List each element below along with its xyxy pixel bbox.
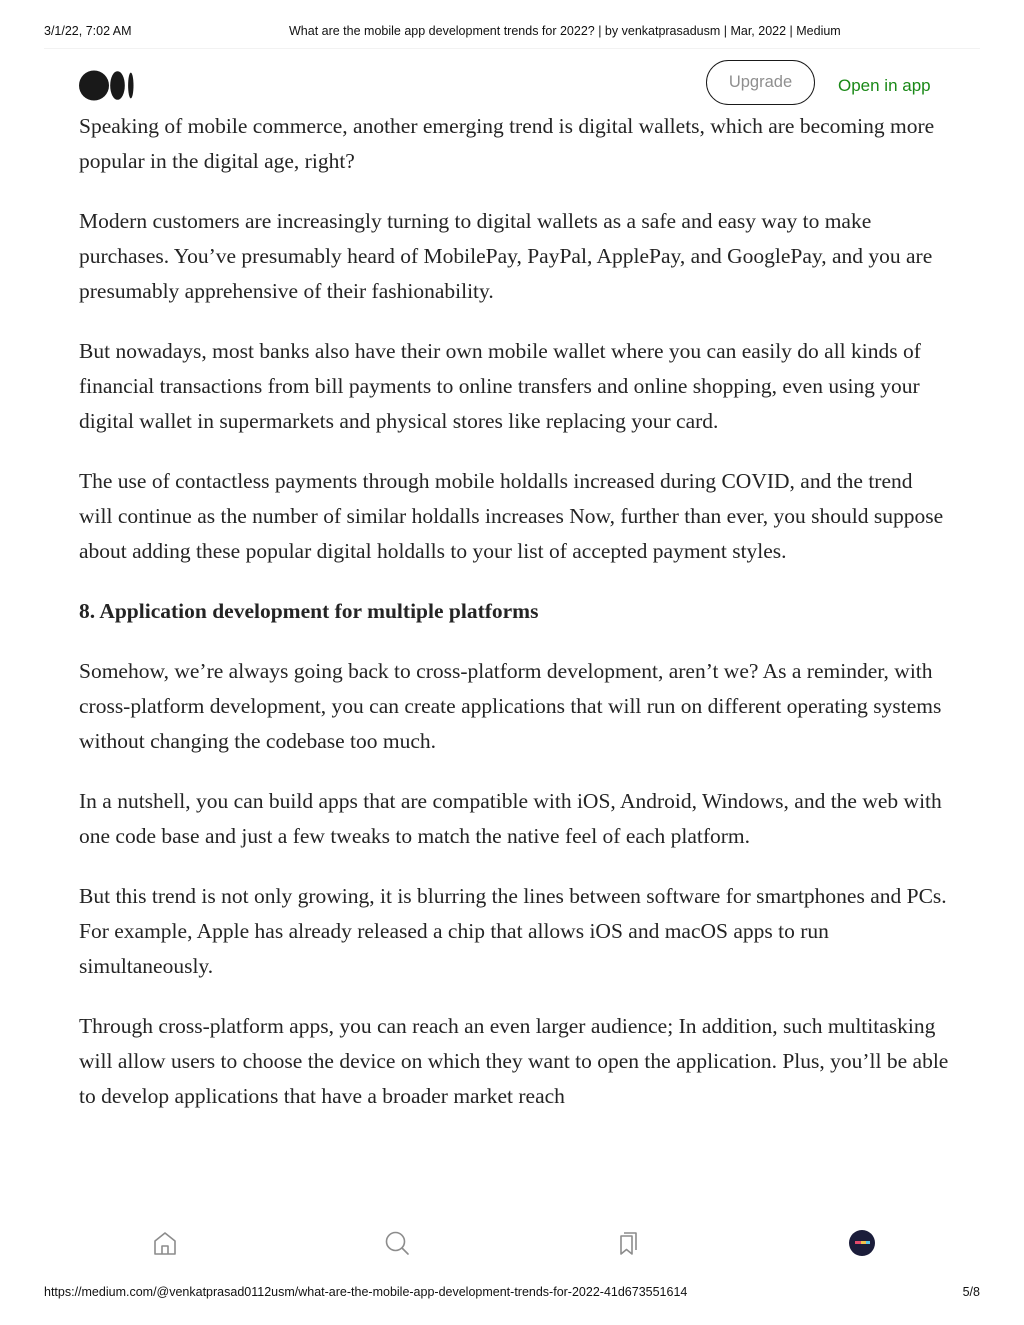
section-heading: 8. Application development for multiple platforms <box>79 599 539 623</box>
nav-search-button[interactable] <box>381 1227 413 1259</box>
article-paragraph: But nowadays, most banks also have their own mobile wallet where you can easily do all kinds of financial transactions from bill payments to online transfers and online shopping, even using your digital wallet in supermarkets and physical stores like replacing your card. <box>79 339 921 433</box>
article-paragraph: In a nutshell, you can build apps that are compatible with iOS, Android, Windows, and the web with one code base and just a few tweaks to match the native feel of each platform. <box>79 789 942 848</box>
print-page-title: What are the mobile app development trends for 2022? | by venkatprasadusm | Mar, 2022 | Medium <box>289 24 841 38</box>
print-header <box>44 24 980 42</box>
print-page-number: 5/8 <box>962 1285 980 1299</box>
profile-avatar <box>849 1230 875 1256</box>
home-icon <box>151 1229 179 1257</box>
article-paragraph: Modern customers are increasingly turning to digital wallets as a safe and easy way to make purchases. You’ve presumably heard of MobilePay, PayPal, ApplePay, and GooglePay, and you are presumably apprehensive of their fashionability. <box>79 209 933 303</box>
nav-profile-button[interactable] <box>846 1227 878 1259</box>
bookmarks-icon <box>614 1229 642 1257</box>
article-paragraph: The use of contactless payments through mobile holdalls increased during COVID, and the trend will continue as the number of similar holdalls increases Now, further than ever, you should suppose about adding these popular digital holdalls to your list of accepted payment styles. <box>79 469 944 563</box>
upgrade-button[interactable]: Upgrade <box>706 60 815 105</box>
article-paragraph: Through cross-platform apps, you can reach an even larger audience; In addition, such multitasking will allow users to choose the device on which they want to open the application. Plus, you’ll be able to develop applications that have a broader market reach <box>79 1014 949 1108</box>
open-in-app-link[interactable]: Open in app <box>838 76 931 95</box>
article-paragraph: Speaking of mobile commerce, another emerging trend is digital wallets, which are becoming more popular in the digital age, right? <box>79 114 935 173</box>
print-url: https://medium.com/@venkatprasad0112usm/what-are-the-mobile-app-development-trends-for-2022-41d673551614 <box>44 1285 688 1299</box>
print-footer <box>44 1285 980 1303</box>
bottom-navigation <box>0 1227 1024 1261</box>
print-date: 3/1/22, 7:02 AM <box>44 24 132 38</box>
article-paragraph: But this trend is not only growing, it is blurring the lines between software for smartphones and PCs. For example, Apple has already released a chip that allows iOS and macOS apps to run simultaneously. <box>79 884 947 978</box>
article-paragraph: Somehow, we’re always going back to cross-platform development, aren’t we? As a reminder, with cross-platform development, you can create applications that will run on different operating systems without changing the codebase too much. <box>79 659 942 753</box>
medium-logo-icon[interactable] <box>79 70 135 101</box>
nav-lists-button[interactable] <box>612 1227 644 1259</box>
search-icon <box>383 1229 411 1257</box>
header-divider <box>44 48 980 49</box>
nav-home-button[interactable] <box>149 1227 181 1259</box>
article-body <box>79 109 949 1211</box>
